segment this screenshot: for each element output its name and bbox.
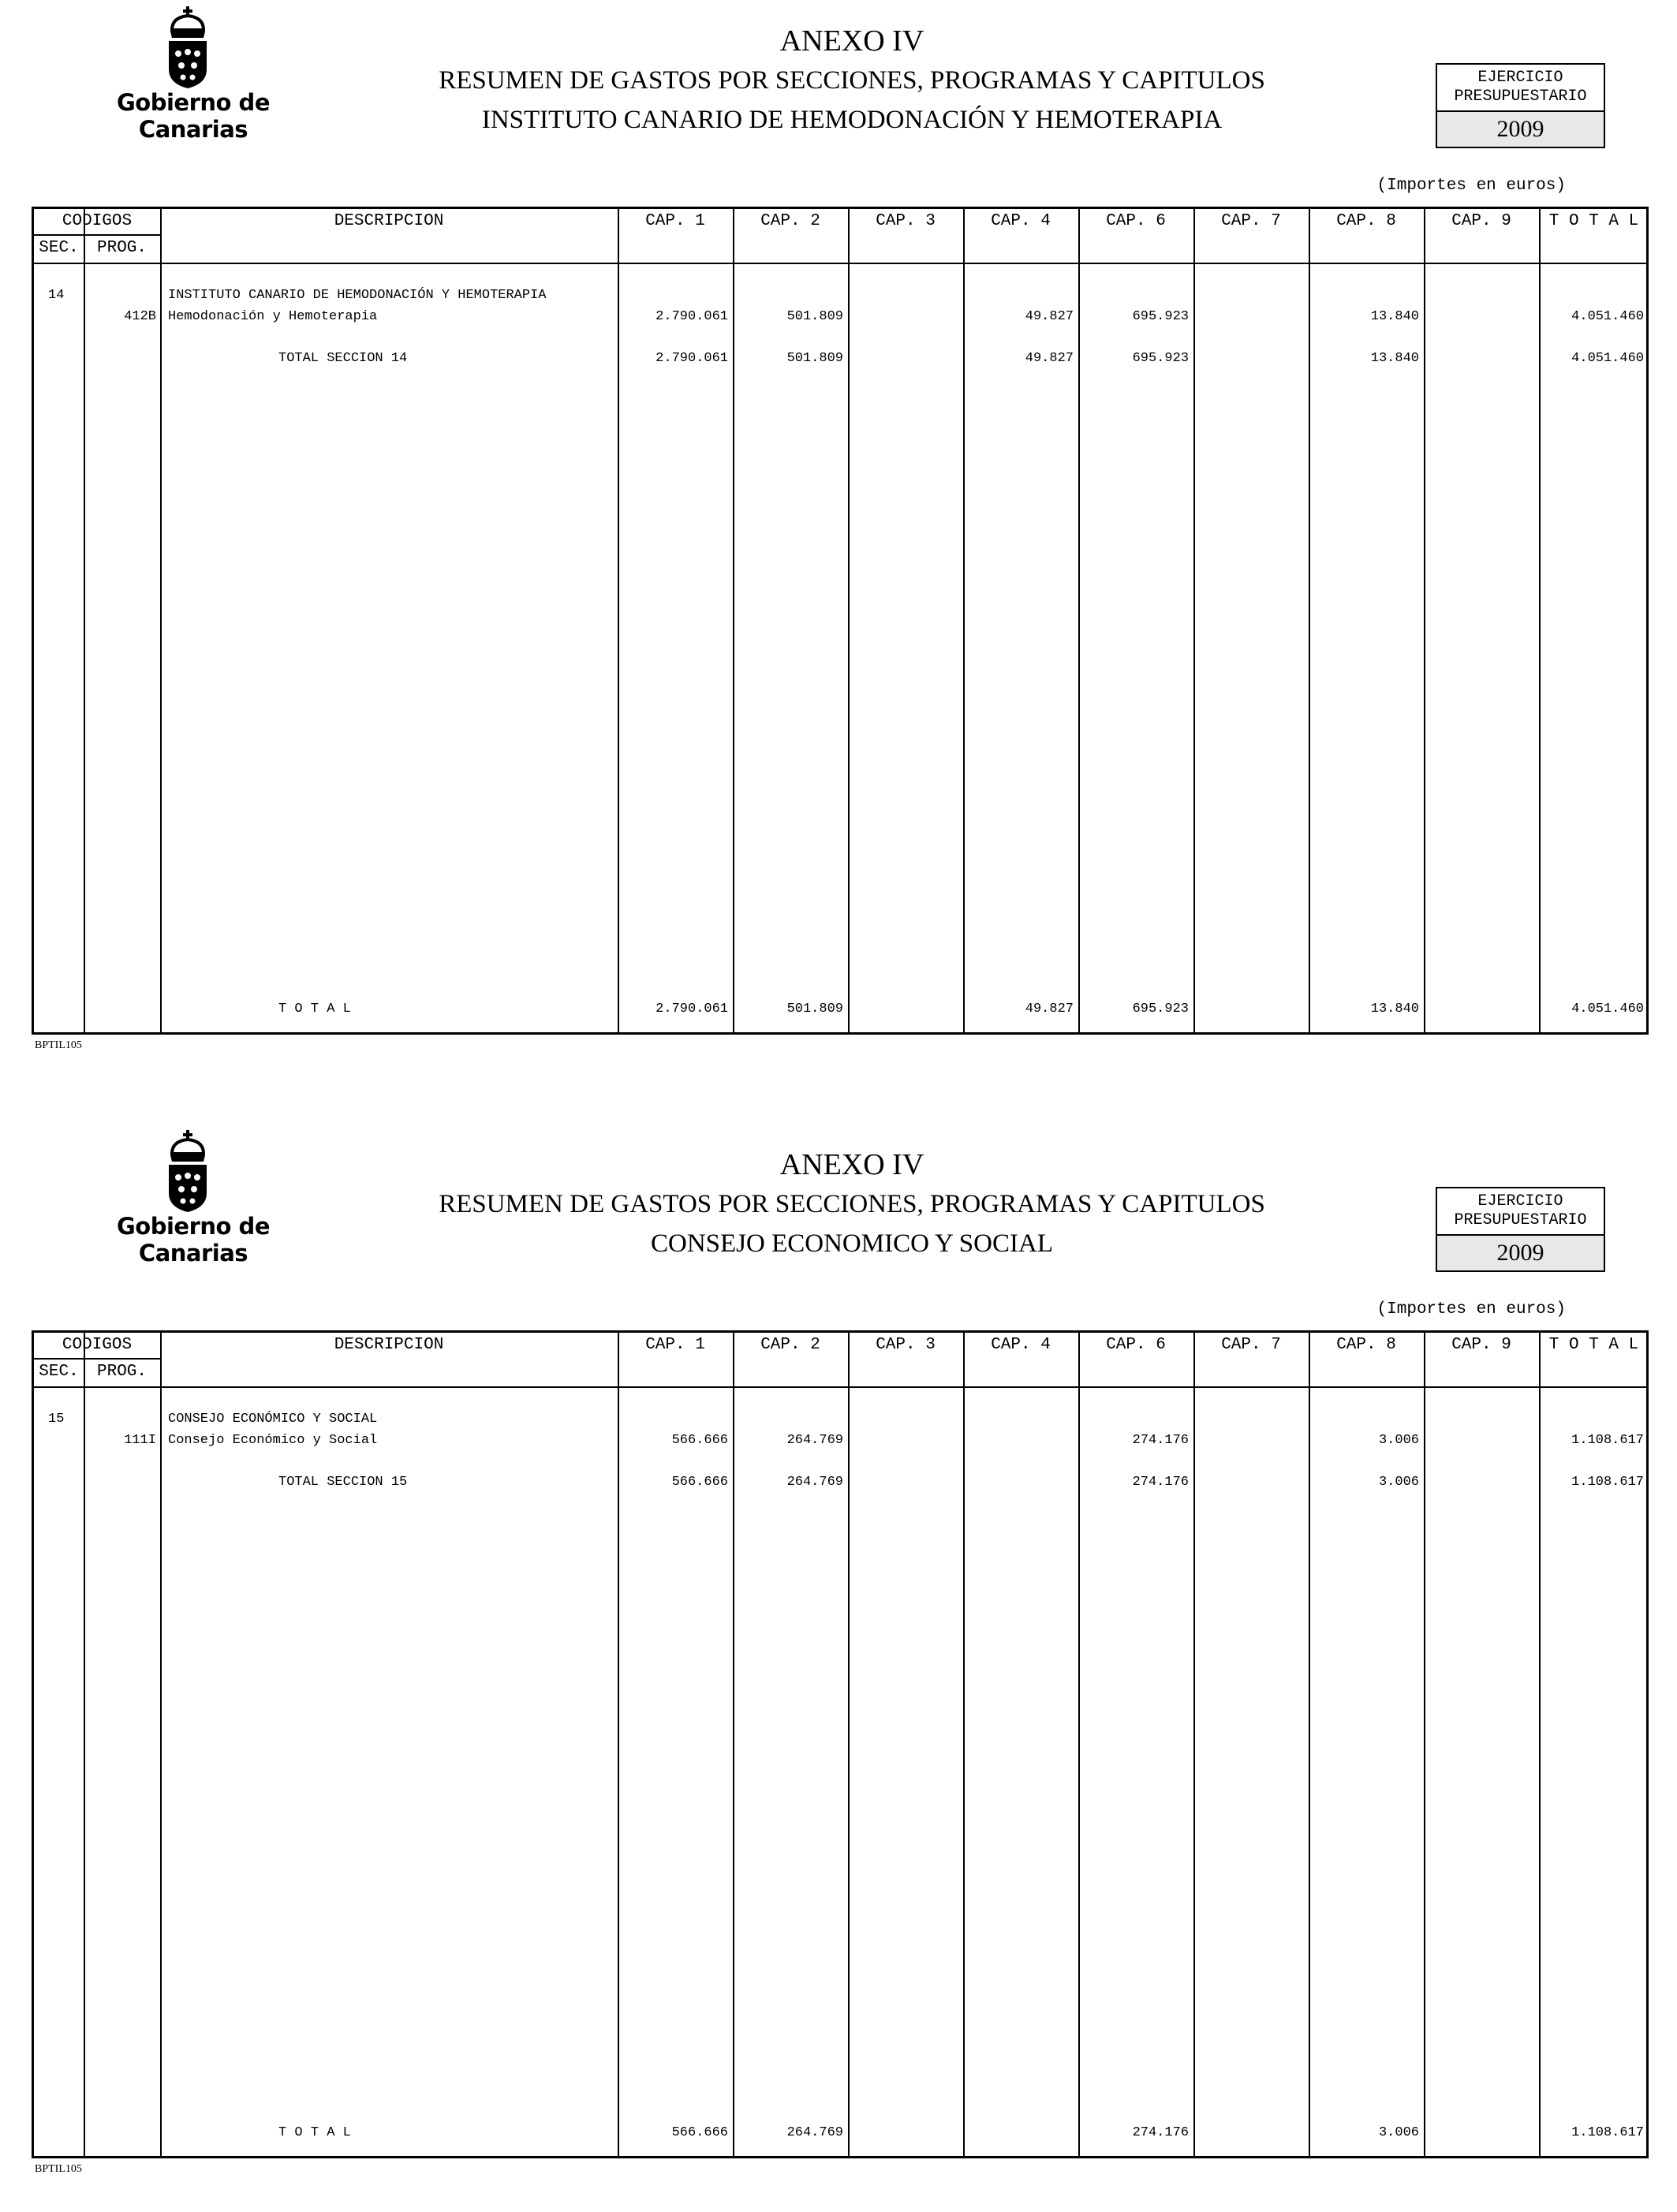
column-divider	[1539, 1333, 1541, 2156]
header-bottom-rule	[34, 263, 1646, 264]
program-row-cap8: 13.840	[1370, 309, 1419, 324]
program-row-cap1: 2.790.061	[655, 309, 728, 324]
column-divider	[1078, 1333, 1080, 2156]
entity-title: CONSEJO ECONOMICO Y SOCIAL	[650, 1229, 1053, 1258]
logo-text: Gobierno de Canarias	[117, 89, 270, 143]
fiscal-year-label-line1: EJERCICIO	[1477, 69, 1563, 87]
program-row-cap1: 566.666	[671, 1433, 728, 1448]
header-cap3: CAP. 3	[876, 1336, 936, 1354]
header-total: T O T A L	[1548, 212, 1639, 230]
column-divider	[1309, 209, 1310, 1032]
units-note: (Importes en euros)	[1376, 177, 1566, 195]
grand-total-row-cap8: 13.840	[1370, 1002, 1419, 1016]
header-cap7: CAP. 7	[1221, 1336, 1281, 1354]
column-divider	[1078, 209, 1080, 1032]
header-codigos: CODIGOS	[62, 1336, 133, 1354]
entity-title: INSTITUTO CANARIO DE HEMODONACIÓN Y HEMOTERAPIA	[481, 106, 1223, 134]
column-divider	[1193, 1333, 1195, 2156]
fiscal-year-box	[1436, 63, 1605, 148]
logo	[71, 1130, 316, 1266]
section-total-row-cap8: 13.840	[1370, 351, 1419, 366]
section-total-row-total: 4.051.460	[1571, 351, 1644, 366]
column-divider	[84, 209, 85, 1032]
section-total-row-cap2: 501.809	[786, 351, 843, 366]
column-divider	[963, 209, 965, 1032]
section-total-row-cap1: 2.790.061	[655, 351, 728, 366]
codigos-rule	[34, 234, 160, 236]
column-divider	[963, 1333, 965, 2156]
header-cap9: CAP. 9	[1451, 1336, 1511, 1354]
budget-table	[32, 207, 1649, 1035]
program-code: 111I	[124, 1433, 156, 1448]
column-divider	[160, 1333, 162, 2156]
program-row-cap6: 274.176	[1132, 1433, 1189, 1448]
page-subtitle: RESUMEN DE GASTOS POR SECCIONES, PROGRAMAS Y CAPITULOS	[439, 66, 1265, 95]
program-row-total: 4.051.460	[1571, 309, 1644, 324]
header-cap4: CAP. 4	[991, 212, 1051, 230]
grand-total-row-cap1: 2.790.061	[655, 1002, 728, 1016]
fiscal-year-label-line1: EJERCICIO	[1477, 1192, 1563, 1210]
fiscal-year-value: 2009	[1437, 112, 1604, 147]
budget-table	[32, 1330, 1649, 2158]
column-divider	[1424, 209, 1425, 1032]
section-total-row-cap2: 264.769	[786, 1475, 843, 1490]
grand-total-row-cap2: 264.769	[786, 2125, 843, 2140]
section-total-row-cap6: 695.923	[1132, 351, 1189, 366]
grand-total-row-cap8: 3.006	[1378, 2125, 1419, 2140]
fiscal-year-label	[1437, 1188, 1604, 1236]
program-row-cap4: 49.827	[1025, 309, 1074, 324]
program-name: Consejo Económico y Social	[168, 1433, 378, 1448]
page-subtitle: RESUMEN DE GASTOS POR SECCIONES, PROGRAMAS Y CAPITULOS	[439, 1190, 1265, 1218]
column-divider	[733, 1333, 734, 2156]
coat-of-arms-icon	[164, 1130, 211, 1213]
grand-total-row-cap6: 274.176	[1132, 2125, 1189, 2140]
header-prog: PROG.	[96, 1363, 147, 1381]
codigos-rule	[34, 1358, 160, 1360]
grand-total-row-cap4: 49.827	[1025, 1002, 1074, 1016]
grand-total-label: T O T A L	[278, 2125, 351, 2140]
column-divider	[1193, 209, 1195, 1032]
report-code: BPTIL105	[35, 2163, 82, 2175]
grand-total-row-total: 4.051.460	[1571, 1002, 1644, 1016]
coat-of-arms-icon	[164, 6, 211, 89]
page-title: ANEXO IV	[779, 24, 924, 58]
budget-sheet	[0, 1124, 1677, 2212]
column-divider	[848, 209, 850, 1032]
program-row-cap2: 501.809	[786, 309, 843, 324]
program-row-cap6: 695.923	[1132, 309, 1189, 324]
header-sec: SEC.	[39, 239, 79, 257]
page-title: ANEXO IV	[779, 1148, 924, 1181]
program-name: Hemodonación y Hemoterapia	[168, 309, 378, 324]
column-divider	[1424, 1333, 1425, 2156]
grand-total-row-cap6: 695.923	[1132, 1002, 1189, 1016]
column-divider	[84, 1333, 85, 2156]
header-cap4: CAP. 4	[991, 1336, 1051, 1354]
section-total-row-total: 1.108.617	[1571, 1475, 1644, 1490]
section-name: CONSEJO ECONÓMICO Y SOCIAL	[168, 1412, 378, 1427]
header-cap2: CAP. 2	[760, 1336, 820, 1354]
report-code: BPTIL105	[35, 1039, 82, 1051]
section-total-row-cap4: 49.827	[1025, 351, 1074, 366]
grand-total-label: T O T A L	[278, 1002, 351, 1016]
grand-total-row-cap2: 501.809	[786, 1002, 843, 1016]
header-cap8: CAP. 8	[1336, 212, 1396, 230]
fiscal-year-box	[1436, 1187, 1605, 1272]
section-name: INSTITUTO CANARIO DE HEMODONACIÓN Y HEMOTERAPIA	[168, 288, 547, 303]
units-note: (Importes en euros)	[1376, 1300, 1566, 1319]
section-total-label: TOTAL SECCION 14	[278, 351, 408, 366]
header-prog: PROG.	[96, 239, 147, 257]
header-cap2: CAP. 2	[760, 212, 820, 230]
header-cap6: CAP. 6	[1106, 1336, 1166, 1354]
budget-sheet	[0, 0, 1677, 1088]
section-total-row-cap6: 274.176	[1132, 1475, 1189, 1490]
header-cap1: CAP. 1	[645, 1336, 705, 1354]
column-divider	[160, 209, 162, 1032]
grand-total-row-cap1: 566.666	[671, 2125, 728, 2140]
program-code: 412B	[124, 309, 156, 324]
header-cap6: CAP. 6	[1106, 212, 1166, 230]
column-divider	[1309, 1333, 1310, 2156]
fiscal-year-label-line2: PRESUPUESTARIO	[1454, 1211, 1587, 1229]
grand-total-row-total: 1.108.617	[1571, 2125, 1644, 2140]
header-sec: SEC.	[39, 1363, 79, 1381]
section-total-row-cap1: 566.666	[671, 1475, 728, 1490]
header-cap3: CAP. 3	[876, 212, 936, 230]
section-code: 15	[48, 1412, 65, 1427]
logo	[71, 6, 316, 143]
fiscal-year-value: 2009	[1437, 1236, 1604, 1270]
section-total-label: TOTAL SECCION 15	[278, 1475, 408, 1490]
column-divider	[733, 209, 734, 1032]
column-divider	[618, 1333, 619, 2156]
header-codigos: CODIGOS	[62, 212, 133, 230]
header-descripcion: DESCRIPCION	[334, 212, 444, 230]
column-divider	[1539, 209, 1541, 1032]
header-bottom-rule	[34, 1386, 1646, 1388]
header-cap7: CAP. 7	[1221, 212, 1281, 230]
header-cap1: CAP. 1	[645, 212, 705, 230]
header-cap8: CAP. 8	[1336, 1336, 1396, 1354]
header-descripcion: DESCRIPCION	[334, 1336, 444, 1354]
header-total: T O T A L	[1548, 1336, 1639, 1354]
program-row-cap2: 264.769	[786, 1433, 843, 1448]
section-code: 14	[48, 288, 65, 303]
column-divider	[618, 209, 619, 1032]
header-cap9: CAP. 9	[1451, 212, 1511, 230]
logo-text: Gobierno de Canarias	[117, 1213, 270, 1266]
section-total-row-cap8: 3.006	[1378, 1475, 1419, 1490]
column-divider	[848, 1333, 850, 2156]
program-row-total: 1.108.617	[1571, 1433, 1644, 1448]
fiscal-year-label-line2: PRESUPUESTARIO	[1454, 88, 1587, 106]
program-row-cap8: 3.006	[1378, 1433, 1419, 1448]
fiscal-year-label	[1437, 65, 1604, 112]
